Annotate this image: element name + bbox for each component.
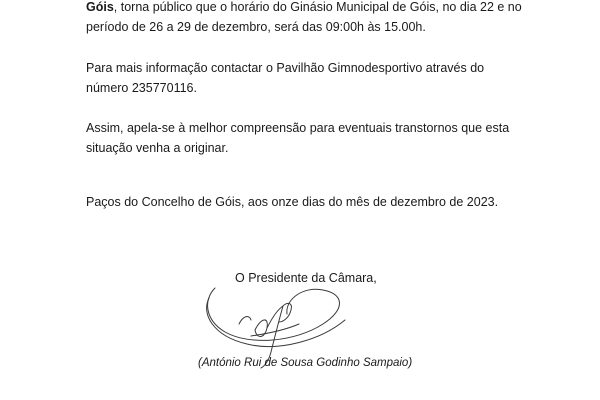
contact-paragraph: Para mais informação contactar o Pavilhão Gimnodesportivo através do número 235770116. [86,61,485,95]
notice-lead: Góis [86,0,114,14]
apology-paragraph: Assim, apela-se à melhor compreensão para eventuais transtornos que esta situação venha a originar. [86,121,510,155]
date-place-paragraph: Paços do Concelho de Góis, aos onze dias do mês de dezembro de 2023. [86,195,499,209]
notice-paragraph [86,0,526,37]
notice-text: , torna público que o horário do Ginásio Municipal de Góis, no dia 22 e no período de 26 a 29 de dezembro, será das 09:00h às 15.00h. [86,0,522,34]
signatory-title: O Presidente da Câmara, [235,271,377,285]
signatory-name: (António Rui de Sousa Godinho Sampaio) [198,357,413,369]
